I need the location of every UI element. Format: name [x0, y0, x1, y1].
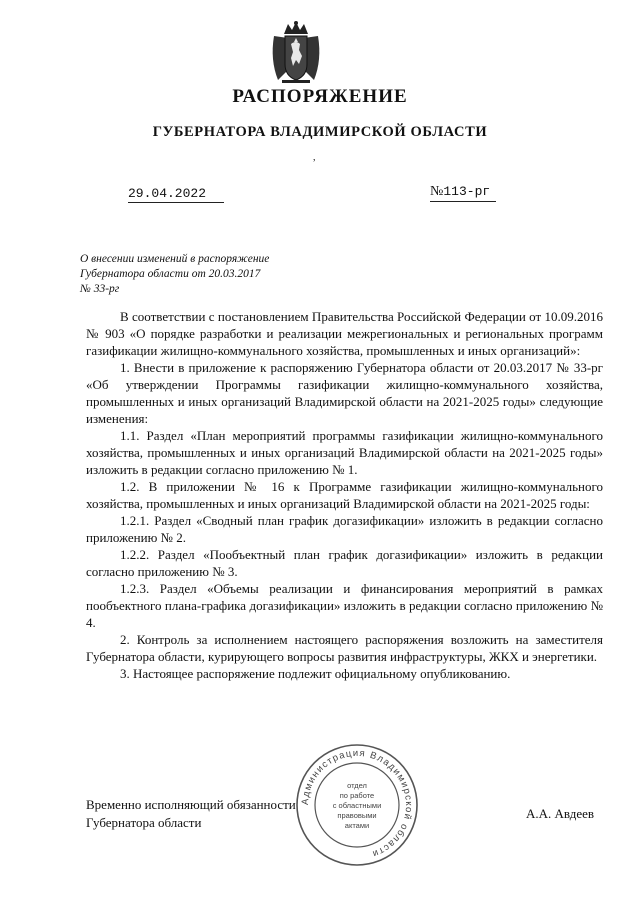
- paragraph: 2. Контроль за исполнением настоящего распоряжения возложить на заместителя Губернатора области, курирующего вопросы развития инфраструктуры, ЖКХ и энергетики.: [86, 632, 603, 664]
- paragraph: В соответствии с постановлением Правительства Российской Федерации от 10.09.2016 № 903 «О порядке разработки и реализации межрегиональных и региональных программ газификации жилищно-коммунального хозяйства, промышленных и иных организаций»:: [86, 309, 603, 358]
- stamp-line: правовыми: [337, 811, 377, 820]
- subject-line: № 33-рг: [80, 283, 120, 295]
- document-date: 29.04.2022: [128, 186, 224, 203]
- paragraph: 1.2.1. Раздел «Сводный план график догазификации» изложить в редакции согласно приложению № 2.: [86, 513, 603, 545]
- paragraph: 3. Настоящее распоряжение подлежит официальному опубликованию.: [120, 666, 511, 681]
- document-body: [86, 308, 603, 682]
- stamp-ring-text: Администрация Владимирской области: [299, 747, 415, 860]
- document-subtitle: ГУБЕРНАТОРА ВЛАДИМИРСКОЙ ОБЛАСТИ: [152, 124, 488, 140]
- paragraph: 1.2.2. Раздел «Пообъектный план график догазификации» изложить в редакции согласно приложению № 3.: [86, 547, 603, 579]
- number-label: №: [430, 184, 444, 199]
- coat-of-arms-icon: [268, 20, 324, 86]
- document-subject: [80, 252, 340, 297]
- stamp-line: актами: [344, 821, 370, 830]
- subject-line: Губернатора области от 20.03.2017: [80, 268, 261, 280]
- stamp-line: с областными: [332, 801, 382, 810]
- stamp-line: по работе: [339, 791, 375, 800]
- number-value: 113-рг: [443, 184, 491, 199]
- paragraph: 1.2.3. Раздел «Объемы реализации и финансирования мероприятий в рамках пообъектного плана-графика догазификации» изложить в редакции согласно приложению № 4.: [86, 581, 603, 630]
- paragraph: 1.1. Раздел «План мероприятий программы газификации жилищно-коммунального хозяйства, промышленных и иных организаций Владимирской области на 2021-2025 годы» изложить в редакции согласно приложению № 1.: [86, 428, 603, 477]
- subject-line: О внесении изменений в распоряжение: [80, 253, 270, 265]
- paragraph: 1. Внести в приложение к распоряжению Губернатора области от 20.03.2017 № 33-рг «Об утверждении Программы газификации жилищно-коммунального хозяйства, промышленных и иных организаций Владимирской области на 2021-2025 годы» следующие изменения:: [86, 360, 603, 426]
- paragraph: 1.2. В приложении № 16 к Программе газификации жилищно-коммунального хозяйства, промышленных и иных организаций Владимирской области на 2021-2025 годы:: [86, 479, 603, 511]
- official-stamp: [294, 742, 420, 868]
- document-title: РАСПОРЯЖЕНИЕ: [232, 86, 408, 107]
- stray-mark: ,: [313, 152, 316, 163]
- signer-line: Временно исполняющий обязанности: [86, 797, 296, 812]
- stamp-line: отдел: [347, 781, 367, 790]
- signer-name: А.А. Авдеев: [526, 806, 595, 821]
- document-number: [430, 184, 496, 202]
- signer-line: Губернатора области: [86, 815, 202, 830]
